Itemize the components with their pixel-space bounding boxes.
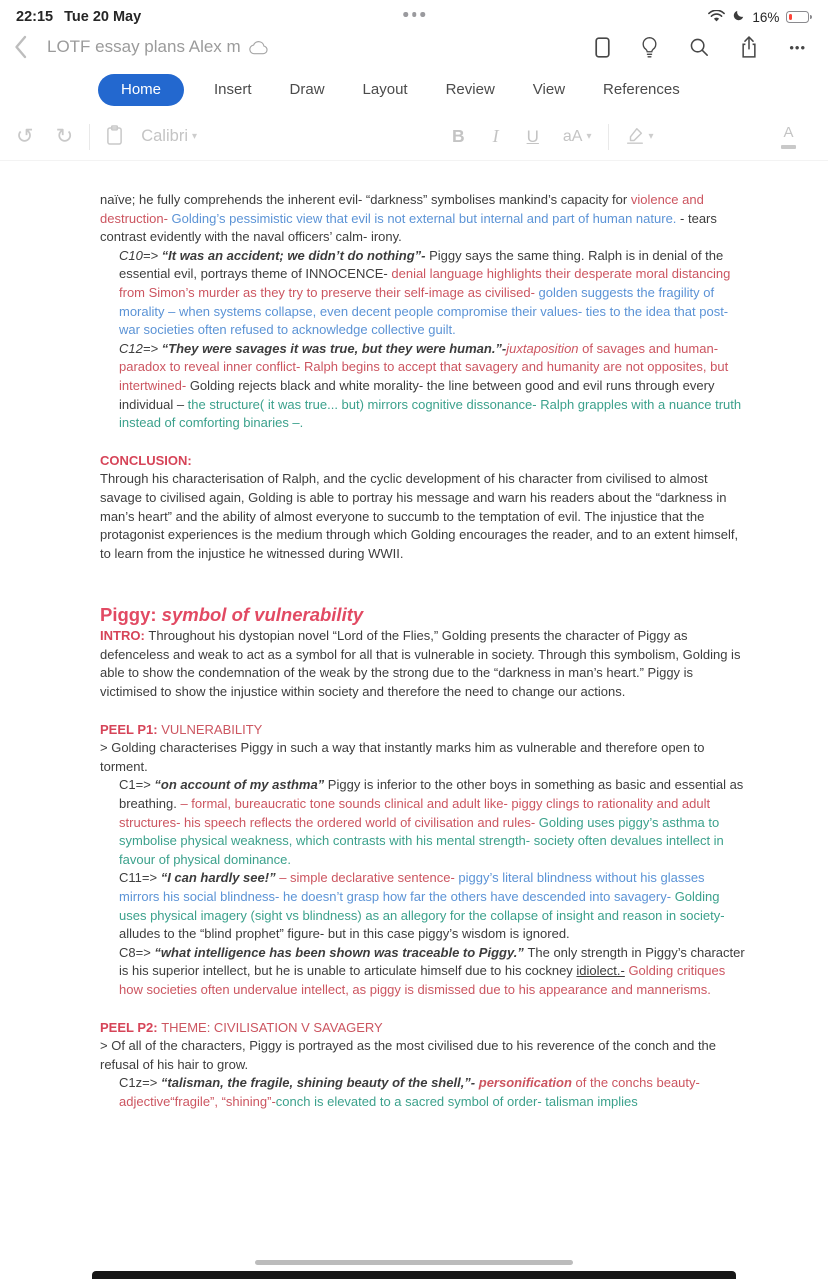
text-run: PEEL P1: <box>100 721 162 737</box>
battery-fill <box>789 14 792 21</box>
clipboard-icon <box>106 125 123 149</box>
toolbar-separator <box>89 124 90 150</box>
text-run: piggy’s literal blindness without his glasses mirrors his social blindness- he doesn’t grasp how far the others have descended into savagery- <box>119 870 705 904</box>
battery-icon <box>786 11 812 23</box>
paste-button[interactable] <box>106 125 123 149</box>
para-c10 <box>100 247 748 340</box>
text-run: denial language highlights their desperate moral distancing from Simon’s murder as they try to preserve their self-image as civilised- <box>119 266 731 300</box>
font-name-label: Calibri <box>141 127 188 145</box>
underline-button[interactable]: U <box>526 126 539 146</box>
highlighter-icon <box>625 126 645 148</box>
text-run: INTRO: <box>100 628 149 644</box>
text-run: Piggy: <box>100 604 162 626</box>
text-run: C10=> <box>119 247 162 263</box>
text-run: Piggy is inferior to the other boys in something as basic and essential as breathing. <box>119 777 744 812</box>
text-run: of the conchs beauty- adjective“fragile”, “shining”- <box>119 1075 700 1109</box>
text-run: “what intelligence has been shown was traceable to Piggy.” <box>154 944 528 960</box>
para-conclusion <box>100 470 748 563</box>
tab-layout[interactable]: Layout <box>362 81 408 98</box>
text-run: > Golding characterises Piggy in such a way that instantly marks him as vulnerable and therefore open to torment. <box>100 740 705 774</box>
para-piggy-heading <box>100 600 748 627</box>
text-run: CONCLUSION: <box>100 452 192 468</box>
text-run: idiolect.- <box>576 963 625 979</box>
text-run: the structure( it was true... but) mirrors cognitive dissonance- Ralph grapples with a nuance truth instead of comforting binaries –. <box>119 396 742 431</box>
tab-draw[interactable]: Draw <box>289 81 325 98</box>
text-run: The only strength in Piggy’s character is his superior intellect, but he is unable to articulate himself due to his cockney <box>119 944 745 979</box>
document-canvas[interactable] <box>0 161 828 1112</box>
text-run: C12=> <box>119 340 162 356</box>
text-run: Through his characterisation of Ralph, and the cyclic development of his character from civilised to almost savage to civilised again, Golding is able to portray his message and warn his readers about the “darkness in man’s heart” and the ability of almost everyone to succumb to the temptation of evil. The injustice that the protagonist experiences is the medium through which Golding encourages the reader, and to an extent himself, to learn from the injustice he witnessed during WWII. <box>100 471 739 561</box>
highlight-button[interactable] <box>625 126 654 148</box>
text-run: Golding critiques how societies often undervalue intellect, as piggy is dismissed due to his appearance and mannerisms. <box>119 963 726 997</box>
italic-button[interactable]: I <box>492 126 499 146</box>
document-title: LOTF essay plans Alex m <box>47 37 241 56</box>
chevron-down-icon: ▾ <box>648 131 654 142</box>
ribbon-tabs <box>0 66 828 113</box>
para-c11 <box>100 869 748 943</box>
text-run: C1=> <box>119 777 155 793</box>
lightbulb-icon[interactable] <box>641 36 658 59</box>
para-conclusion-label <box>100 452 748 471</box>
text-run: conch is elevated to a sacred symbol of order- talisman implies <box>275 1093 638 1109</box>
share-icon[interactable] <box>740 35 758 59</box>
font-color-icon: A <box>783 123 794 141</box>
search-icon[interactable] <box>689 37 709 57</box>
text-run: golden suggests the fragility of morality – when systems collapse, even decent people compromise their values- ties to the idea that post-war societies often refused to acknowledge collective guilt. <box>119 284 729 338</box>
text-run: naïve; he fully comprehends the inherent evil- “darkness” symbolises mankind’s capacity for <box>100 192 631 207</box>
text-run: “talisman, the fragile, shining beauty of the shell,”- <box>160 1075 479 1091</box>
text-run: “I can hardly see!” <box>160 870 280 886</box>
text-run: Golding rejects black and white morality- the line between good and evil runs through every individual – <box>119 377 715 412</box>
quick-toolbar <box>0 113 828 161</box>
status-date: Tue 20 May <box>64 9 142 25</box>
document-body <box>100 191 748 1112</box>
para-c1 <box>100 776 748 869</box>
title-bar <box>0 28 828 66</box>
text-run: alludes to the “blind prophet” figure- but in this case piggy’s wisdom is ignored. <box>119 926 570 942</box>
dock-edge <box>92 1271 736 1279</box>
para-intro <box>100 627 748 701</box>
battery-percent: 16% <box>752 9 780 25</box>
text-run: violence and destruction- <box>100 192 704 226</box>
text-run: – formal, bureaucratic tone sounds clinical and adult like- piggy clings to rationality and adult structures- his speech reflects the ordered world of civilisation and rules- <box>119 796 711 830</box>
text-run: personification <box>478 1075 572 1091</box>
toolbar-separator <box>608 124 609 150</box>
wifi-icon <box>708 10 725 25</box>
text-run: Golding uses physical imagery (sight vs blindness) as an allegory for the collapse of insight and reason in society- <box>119 889 725 923</box>
text-run: of savages and human- paradox to reveal inner conflict- <box>119 340 719 375</box>
text-run: symbol of vulnerability <box>161 604 364 626</box>
font-color-button[interactable] <box>781 125 796 149</box>
ellipsis-icon: ••• <box>789 39 806 55</box>
text-run: Golding’s pessimistic view that evil is not external but internal and part of human nature. <box>171 210 681 226</box>
para-peel1-point <box>100 739 748 776</box>
para-darkness-analysis <box>100 191 748 247</box>
sync-status-icon <box>249 40 269 55</box>
tab-insert[interactable]: Insert <box>214 81 252 98</box>
text-run: “They were savages it was true, but they were human.”- <box>161 340 507 356</box>
redo-button[interactable] <box>56 126 74 147</box>
text-run: - tears contrast evidently with the naval officers’ calm- irony. <box>100 210 717 245</box>
tab-references[interactable]: References <box>603 81 680 98</box>
home-indicator[interactable] <box>255 1260 573 1266</box>
redo-icon: ↻ <box>55 125 74 148</box>
text-run: Golding uses piggy’s asthma to symbolise physical weakness, which contrasts with his mental strength- society often devalues intellect in favour of physical dominance. <box>119 814 724 867</box>
chevron-down-icon: ▾ <box>586 131 592 142</box>
text-run: VULNERABILITY <box>161 721 263 737</box>
chevron-down-icon: ▾ <box>191 131 198 142</box>
text-run: juxtaposition <box>506 340 579 356</box>
text-run: – simple declarative sentence- <box>279 870 459 886</box>
text-run: C1z=> <box>119 1075 161 1091</box>
text-run: “on account of my asthma” <box>154 777 328 793</box>
text-run: THEME: CIVILISATION V SAVAGERY <box>161 1019 383 1035</box>
para-peel2-point <box>100 1037 748 1074</box>
text-case-button[interactable]: aA ▾ <box>562 127 592 145</box>
text-run: Throughout his dystopian novel “Lord of the Flies,” Golding presents the character of Piggy as defenceless and weak to act as a symbol for all that is vulnerable in society. Through this symbolism, Golding is able to show the condemnation of the weak by the strong due to the “darkness in man’s heart.” Piggy is victimised to show the injustice within society and therefore the need to change our actions. <box>100 628 741 700</box>
para-c12 <box>100 340 748 433</box>
bold-button[interactable]: B <box>451 126 465 146</box>
text-run: “It was an accident; we didn’t do nothing”- <box>161 247 426 263</box>
tab-home[interactable]: Home <box>98 74 184 106</box>
more-button[interactable] <box>789 41 806 54</box>
text-run: > Of all of the characters, Piggy is portrayed as the most civilised due to his reverence of the conch and the refusal of his hair to grow. <box>100 1038 717 1072</box>
focus-moon-icon <box>732 9 745 25</box>
para-c8 <box>100 944 748 1000</box>
para-peel2-label <box>100 1019 748 1038</box>
tab-view[interactable]: View <box>532 81 566 98</box>
tab-review[interactable]: Review <box>445 81 495 98</box>
text-run: Ralph begins to accept that savagery and humanity are not opposites, but intertwined- <box>119 359 729 393</box>
undo-button[interactable] <box>16 126 34 147</box>
text-run: C8=> <box>119 944 155 960</box>
undo-icon: ↺ <box>16 125 34 148</box>
font-picker[interactable] <box>141 127 197 146</box>
status-time: 22:15 <box>16 9 54 25</box>
para-c1z <box>100 1074 748 1111</box>
text-run: Piggy says the same thing. Ralph is in denial of the essential evil, portrays theme of INNOCENCE- <box>119 247 724 282</box>
back-button[interactable] <box>14 35 27 59</box>
multitask-handle[interactable] <box>403 12 425 17</box>
mobile-view-button[interactable] <box>595 37 610 58</box>
status-bar <box>0 0 828 28</box>
text-run: PEEL P2: <box>100 1019 162 1035</box>
text-run: C11=> <box>119 870 161 886</box>
para-peel1-label <box>100 721 748 740</box>
